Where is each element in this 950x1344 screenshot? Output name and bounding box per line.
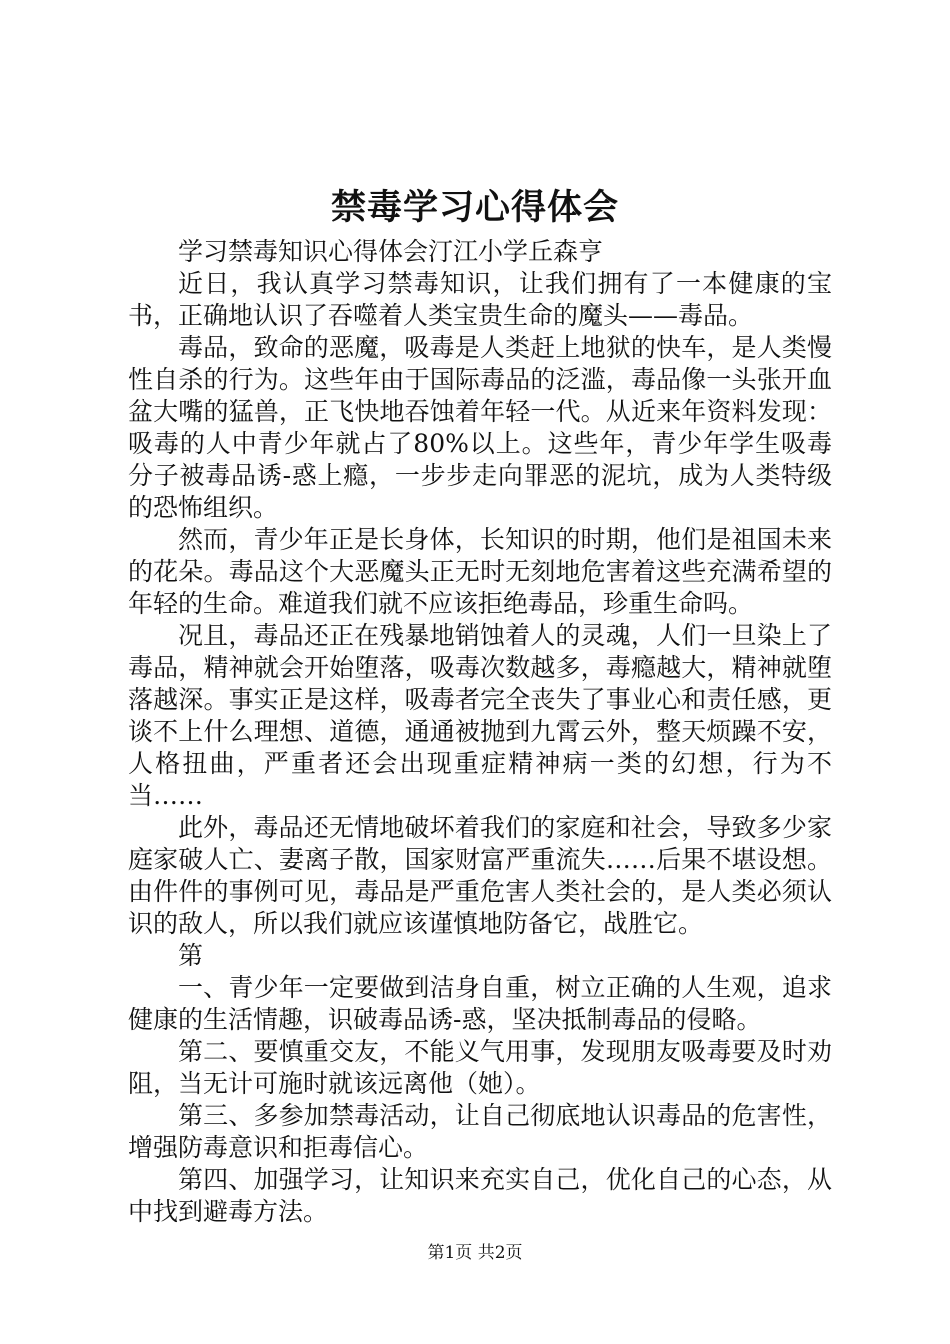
paragraph-byline: 学习禁毒知识心得体会汀江小学丘森亨 bbox=[178, 237, 604, 266]
paragraph: 近日，我认真学习禁毒知识，让我们拥有了一本健康的宝书，正确地认识了吞噬着人类宝贵生命的魔头——毒品。 bbox=[128, 269, 832, 330]
list-item: 第二、要慎重交友，不能义气用事，发现朋友吸毒要及时劝阻，当无计可施时就该远离他（她）。 bbox=[128, 1037, 832, 1098]
page-footer: 第1页 共2页 bbox=[427, 1243, 523, 1263]
list-item: 第四、加强学习，让知识来充实自己，优化自己的心态，从中找到避毒方法。 bbox=[128, 1165, 832, 1226]
document-body bbox=[128, 236, 832, 1228]
list-item: 第三、多参加禁毒活动，让自己彻底地认识毒品的危害性，增强防毒意识和拒毒信心。 bbox=[128, 1101, 832, 1162]
paragraph: 第 bbox=[178, 941, 204, 970]
list-item: 一、青少年一定要做到洁身自重，树立正确的人生观，追求健康的生活情趣，识破毒品诱-惑，坚决抵制毒品的侵略。 bbox=[128, 973, 832, 1034]
paragraph: 毒品，致命的恶魔，吸毒是人类赶上地狱的快车，是人类慢性自杀的行为。这些年由于国际毒品的泛滥，毒品像一头张开血盆大嘴的猛兽，正飞快地吞蚀着年轻一代。从近来年资料发现：吸毒的人中青少年就占了80%以上。这些年，青少年学生吸毒分子被毒品诱-惑上瘾，一步步走向罪恶的泥坑，成为人类特级的恐怖组织。 bbox=[128, 333, 832, 522]
paragraph: 此外，毒品还无情地破坏着我们的家庭和社会，导致多少家庭家破人亡、妻离子散，国家财富严重流失……后果不堪设想。由件件的事例可见，毒品是严重危害人类社会的，是人类必须认识的敌人，所以我们就应该谨慎地防备它，战胜它。 bbox=[128, 813, 832, 938]
document-title: 禁毒学习心得体会 bbox=[330, 187, 619, 228]
paragraph: 然而，青少年正是长身体，长知识的时期，他们是祖国未来的花朵。毒品这个大恶魔头正无时无刻地危害着这些充满希望的年轻的生命。难道我们就不应该拒绝毒品，珍重生命吗。 bbox=[128, 525, 832, 618]
paragraph: 况且，毒品还正在残暴地销蚀着人的灵魂，人们一旦染上了毒品，精神就会开始堕落，吸毒次数越多，毒瘾越大，精神就堕落越深。事实正是这样，吸毒者完全丧失了事业心和责任感，更谈不上什么理想、道德，通通被抛到九霄云外，整天烦躁不安，人格扭曲，严重者还会出现重症精神病一类的幻想，行为不当…… bbox=[128, 621, 832, 810]
